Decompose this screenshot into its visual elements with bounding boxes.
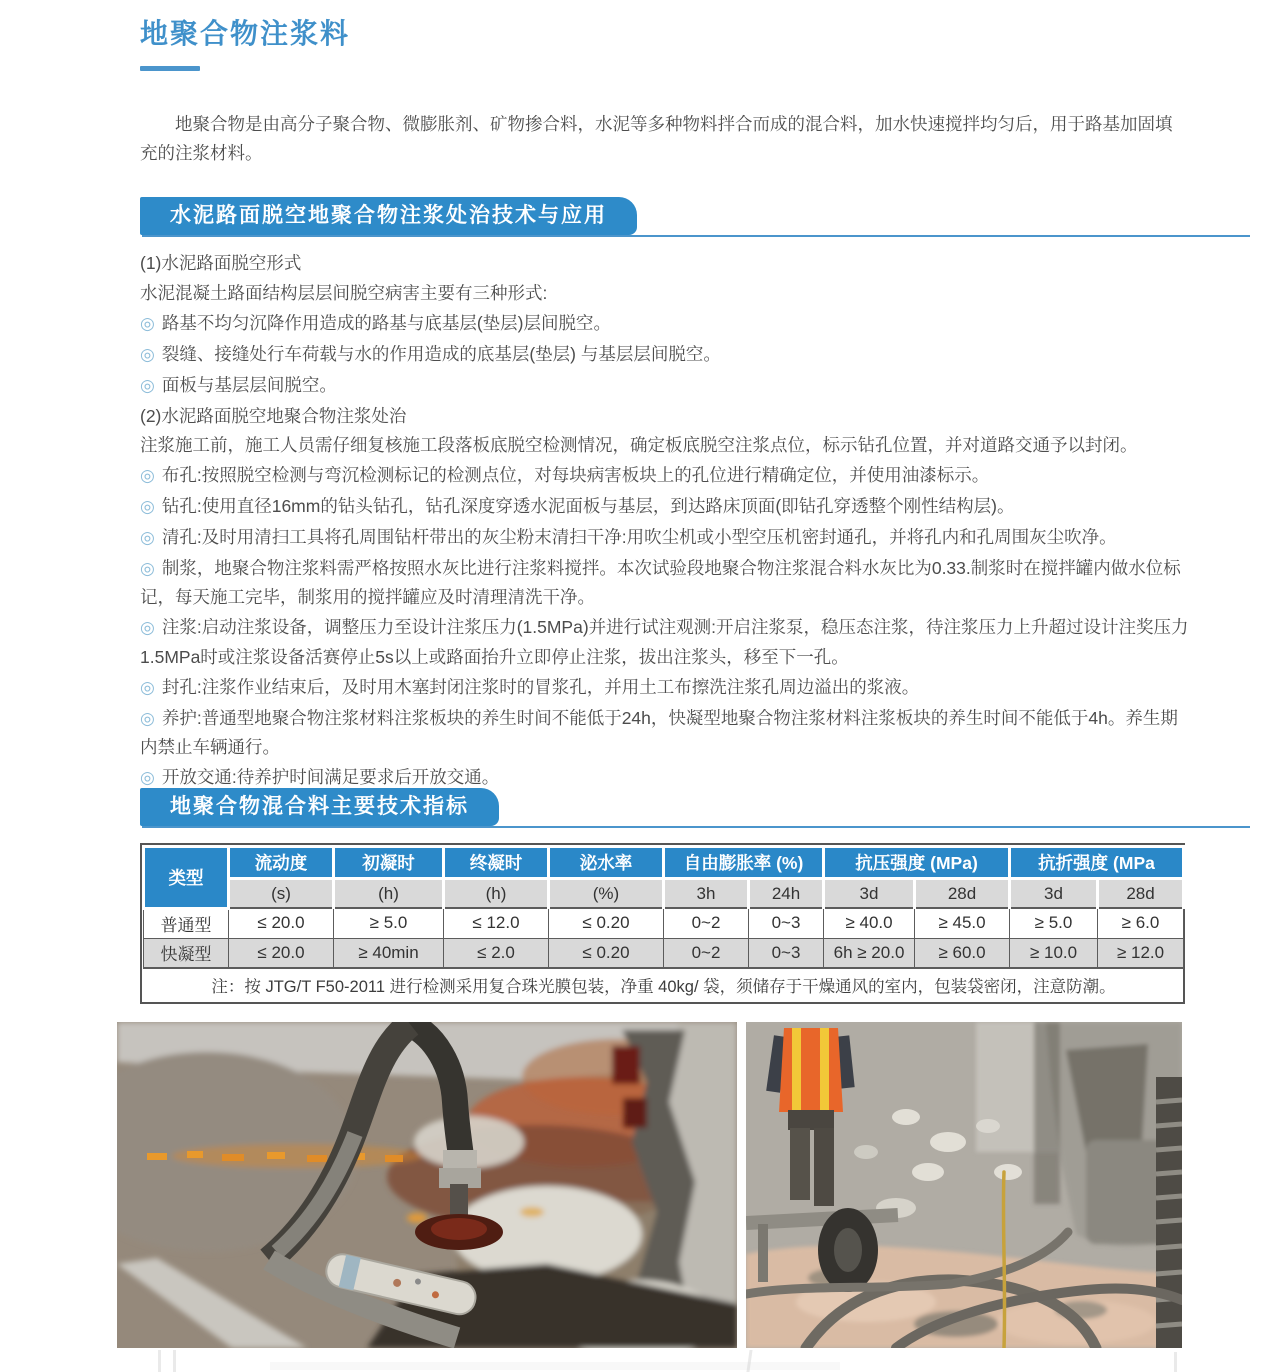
- column-group-header: 初凝时: [334, 847, 444, 879]
- table-cell: ≤ 0.20: [549, 908, 664, 938]
- paragraph: [140, 279, 1192, 307]
- photo-grouting-port-pavement: [117, 1022, 737, 1348]
- spec-table: [142, 845, 1185, 1002]
- column-subheader: 3h: [664, 879, 749, 909]
- column-subheader: 3d: [1010, 879, 1098, 909]
- row-type-cell: 普通型: [144, 908, 229, 938]
- table-row: [144, 908, 1184, 938]
- column-group-header: 终凝时: [444, 847, 549, 879]
- ladder-rack: [1156, 1077, 1182, 1348]
- column-subheader: (s): [229, 879, 334, 909]
- paragraph-text: 钻孔:使用直径16mm的钻头钻孔，钻孔深度穿透水泥面板与基层，到达路床顶面(即钻孔穿透整个刚性结构层)。: [161, 496, 1015, 517]
- section-banner-table: 地聚合物混合料主要技术指标: [140, 788, 499, 826]
- section-banner-tech: 水泥路面脱空地聚合物注浆处治技术与应用: [140, 197, 637, 235]
- column-subheader: 28d: [1098, 879, 1184, 909]
- paragraph-text: 水泥混凝土路面结构层层间脱空病害主要有三种形式:: [140, 282, 548, 303]
- table-cell: ≤ 20.0: [229, 908, 334, 938]
- column-subheader: 28d: [915, 879, 1010, 909]
- column-subheader: 24h: [749, 879, 824, 909]
- spec-table-frame: [140, 843, 1185, 1004]
- table-cell: ≥ 45.0: [915, 908, 1010, 938]
- paragraph-text: 裂缝、接缝处行车荷载与水的作用造成的底基层(垫层) 与基层层间脱空。: [161, 343, 721, 364]
- bullet-item: [140, 613, 1192, 671]
- table-cell: ≤ 0.20: [549, 938, 664, 968]
- bullet-icon: ◎: [140, 313, 155, 333]
- paragraph-text: 清孔:及时用清扫工具将孔周围钻杆带出的灰尘粉末清扫干净:用吹尘机或小型空压机密封通孔，并将孔内和孔周围灰尘吹净。: [161, 527, 1117, 548]
- row-type-cell: 快凝型: [144, 938, 229, 968]
- paragraph-text: (1)水泥路面脱空形式: [140, 253, 302, 273]
- section-banner-row: [140, 197, 1250, 237]
- table-cell: ≥ 40min: [334, 938, 444, 968]
- bullet-item: [140, 704, 1192, 762]
- paragraph-text: 注浆:启动注浆设备，调整压力至设计注浆压力(1.5MPa)并进行试注观测:开启注浆泵，稳压态注浆，待注浆压力上升超过设计注奖压力1.5MPa时或注浆设备活赛停止5s以上或路面抬升立即停止注浆，拔出注浆头，移至下一孔。: [140, 617, 1189, 667]
- column-group-header: 流动度: [229, 847, 334, 879]
- table-cell: 0~2: [664, 908, 749, 938]
- column-group-header: 抗折强度 (MPa: [1010, 847, 1184, 879]
- bullet-item: [140, 673, 1192, 702]
- bullet-item: [140, 309, 1192, 338]
- banner-rule: [142, 826, 1250, 828]
- column-group-header: 泌水率: [549, 847, 664, 879]
- ghost-mark: [270, 1362, 840, 1370]
- paragraph: [140, 249, 1192, 277]
- table-cell: 0~2: [664, 938, 749, 968]
- bullet-icon: ◎: [140, 375, 155, 395]
- table-cell: ≥ 10.0: [1010, 938, 1098, 968]
- column-header-type: 类型: [144, 847, 229, 909]
- ghost-mark: [173, 1350, 176, 1372]
- table-cell: ≤ 12.0: [444, 908, 549, 938]
- photo-grouting-operation: [746, 1022, 1182, 1348]
- column-group-header: 抗压强度 (MPa): [824, 847, 1010, 879]
- table-cell: ≥ 5.0: [1010, 908, 1098, 938]
- paragraph-text: 注浆施工前，施工人员需仔细复核施工段落板底脱空检测情况，确定板底脱空注浆点位，标示钻孔位置，并对道路交通予以封闭。: [140, 435, 1138, 456]
- bullet-item: [140, 461, 1192, 490]
- table-cell: ≥ 40.0: [824, 908, 915, 938]
- bullet-icon: ◎: [140, 528, 155, 548]
- bullet-item: [140, 523, 1192, 552]
- paragraph-text: 布孔:按照脱空检测与弯沉检测标记的检测点位，对每块病害板块上的孔位进行精确定位，并使用油漆标示。: [161, 465, 990, 486]
- bullet-item: [140, 492, 1192, 521]
- paragraph-text: 路基不均匀沉降作用造成的路基与底基层(垫层)层间脱空。: [161, 312, 611, 333]
- bullet-icon: ◎: [140, 708, 155, 728]
- table-cell: ≥ 60.0: [915, 938, 1010, 968]
- body-text: [140, 249, 1192, 794]
- paragraph: [140, 402, 1192, 430]
- table-subheader-row: [144, 879, 1184, 909]
- bullet-icon: ◎: [140, 559, 155, 579]
- table-cell: ≥ 12.0: [1098, 938, 1184, 968]
- section-banner-row: [140, 788, 1250, 828]
- paragraph-text: 开放交通:待养护时间满足要求后开放交通。: [161, 766, 500, 787]
- paragraph-text: 面板与基层层间脱空。: [161, 374, 337, 395]
- table-row: [144, 938, 1184, 968]
- page-title: 地聚合物注浆料: [140, 18, 351, 49]
- bullet-item: [140, 554, 1192, 612]
- paragraph: [140, 431, 1192, 459]
- column-subheader: (h): [444, 879, 549, 909]
- bullet-icon: ◎: [140, 677, 155, 697]
- intro-paragraph: 地聚合物是由高分子聚合物、微膨胀剂、矿物掺合料，水泥等多种物料拌合而成的混合料，加水快速搅拌均匀后，用于路基加固填充的注浆材料。: [140, 114, 1173, 163]
- bullet-icon: ◎: [140, 497, 155, 517]
- table-cell: 6h ≥ 20.0: [824, 938, 915, 968]
- table-cell: 0~3: [749, 908, 824, 938]
- table-cell: ≤ 20.0: [229, 938, 334, 968]
- paragraph-text: 封孔:注浆作业结束后，及时用木塞封闭注浆时的冒浆孔，并用土工布擦洗注浆孔周边溢出的浆液。: [161, 676, 920, 697]
- table-header-row: [144, 847, 1184, 879]
- column-group-header: 自由膨胀率 (%): [664, 847, 824, 879]
- safety-vest: [779, 1028, 843, 1112]
- table-note: 注：按 JTG/T F50-2011 进行检测采用复合珠光膜包装，净重 40kg/ 袋，须储存于干燥通风的室内，包装袋密闭，注意防潮。: [144, 968, 1184, 1002]
- bullet-icon: ◎: [140, 466, 155, 486]
- bullet-item: [140, 340, 1192, 369]
- bullet-item: [140, 371, 1192, 400]
- table-cell: ≥ 5.0: [334, 908, 444, 938]
- table-note-row: [144, 968, 1184, 1002]
- bullet-icon: ◎: [140, 618, 155, 638]
- banner-rule: [142, 235, 1250, 237]
- ghost-mark: [1174, 1352, 1177, 1372]
- paragraph-text: 养护:普通型地聚合物注浆材料注浆板块的养生时间不能低于24h，快凝型地聚合物注浆材料注浆板块的养生时间不能低于4h。养生期内禁止车辆通行。: [140, 707, 1178, 757]
- table-cell: ≤ 2.0: [444, 938, 549, 968]
- title-underline: [140, 66, 200, 71]
- table-cell: 0~3: [749, 938, 824, 968]
- column-subheader: 3d: [824, 879, 915, 909]
- paragraph-text: (2)水泥路面脱空地聚合物注浆处治: [140, 405, 407, 426]
- paragraph-text: 制浆，地聚合物注浆料需严格按照水灰比进行注浆料搅拌。本次试验段地聚合物注浆混合料水灰比为0.33.制浆时在搅拌罐内做水位标记，每天施工完毕，制浆用的搅拌罐应及时清理清洗干净。: [140, 558, 1181, 608]
- bullet-icon: ◎: [140, 767, 155, 787]
- bullet-icon: ◎: [140, 344, 155, 364]
- ghost-mark: [158, 1350, 161, 1372]
- column-subheader: (%): [549, 879, 664, 909]
- yellow-cable: [1003, 1172, 1004, 1348]
- table-cell: ≥ 6.0: [1098, 908, 1184, 938]
- column-subheader: (h): [334, 879, 444, 909]
